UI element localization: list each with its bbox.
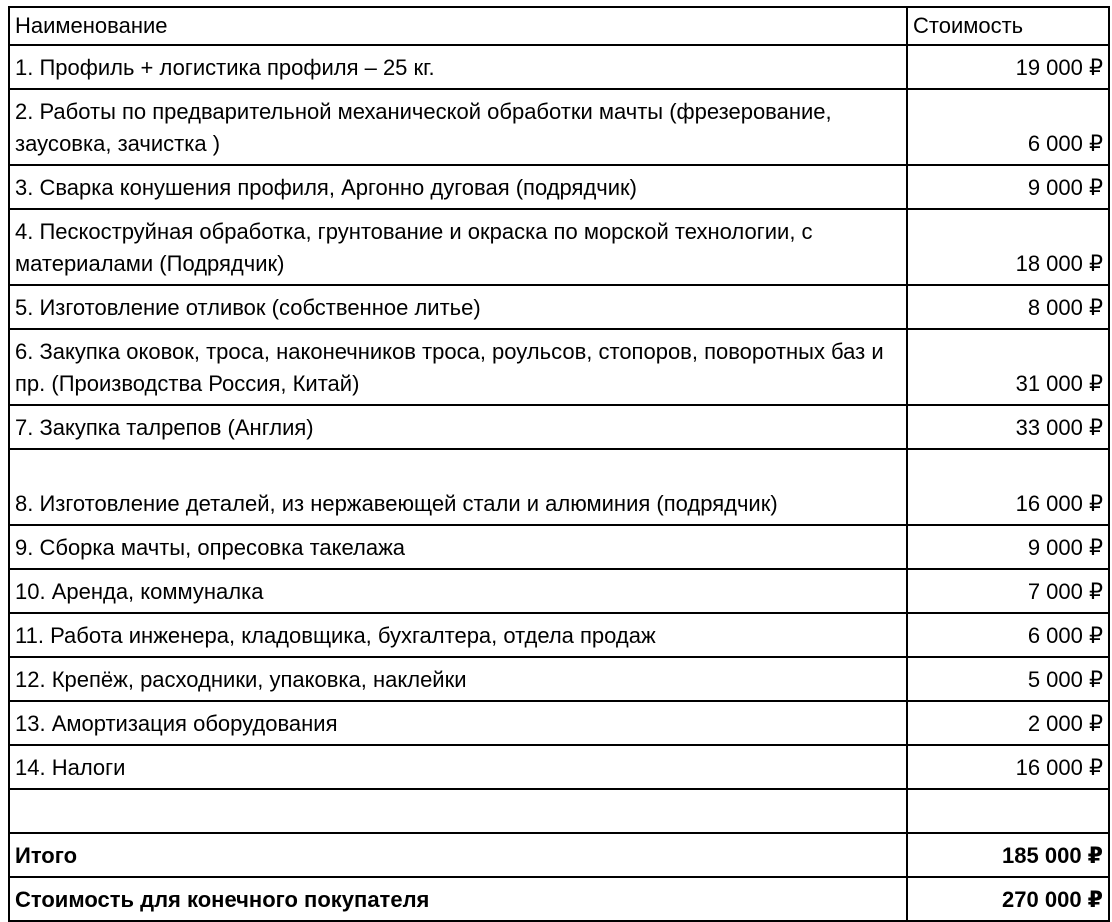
item-name-cell: 3. Сварка конушения профиля, Аргонно дуговая (подрядчик) [9, 165, 907, 209]
table-row [9, 657, 1109, 701]
table-row [9, 165, 1109, 209]
cost-table-body [9, 7, 1109, 921]
item-name-cell: 13. Амортизация оборудования [9, 701, 907, 745]
item-name-cell: 9. Сборка мачты, опресовка такелажа [9, 525, 907, 569]
item-cost-cell: 19 000 ₽ [907, 45, 1109, 89]
buyer-price-row [9, 877, 1109, 921]
table-row [9, 525, 1109, 569]
empty-row [9, 789, 1109, 833]
cost-table [8, 6, 1110, 922]
item-cost-cell: 16 000 ₽ [907, 745, 1109, 789]
item-name-cell: 14. Налоги [9, 745, 907, 789]
item-name-cell: 11. Работа инженера, кладовщика, бухгалтера, отдела продаж [9, 613, 907, 657]
item-cost-cell: 8 000 ₽ [907, 285, 1109, 329]
item-name-cell: 7. Закупка талрепов (Англия) [9, 405, 907, 449]
item-name-cell: 6. Закупка оковок, троса, наконечников троса, роульсов, стопоров, поворотных баз и пр. (Производства Россия, Китай) [9, 329, 907, 405]
item-name-cell: 10. Аренда, коммуналка [9, 569, 907, 613]
item-name-cell: 1. Профиль + логистика профиля – 25 кг. [9, 45, 907, 89]
empty-cost-cell [907, 789, 1109, 833]
item-name-cell: 4. Пескоструйная обработка, грунтование и окраска по морской технологии, с материалами (Подрядчик) [9, 209, 907, 285]
table-row [9, 701, 1109, 745]
item-cost-cell: 9 000 ₽ [907, 165, 1109, 209]
table-row [9, 613, 1109, 657]
item-cost-cell: 16 000 ₽ [907, 449, 1109, 525]
total-row [9, 833, 1109, 877]
table-row [9, 569, 1109, 613]
total-cost-cell: 185 000 ₽ [907, 833, 1109, 877]
table-row [9, 285, 1109, 329]
item-name-cell: 5. Изготовление отливок (собственное литье) [9, 285, 907, 329]
item-cost-cell: 31 000 ₽ [907, 329, 1109, 405]
empty-name-cell [9, 789, 907, 833]
total-name-cell: Итого [9, 833, 907, 877]
item-cost-cell: 2 000 ₽ [907, 701, 1109, 745]
table-row [9, 405, 1109, 449]
item-cost-cell: 33 000 ₽ [907, 405, 1109, 449]
item-cost-cell: 18 000 ₽ [907, 209, 1109, 285]
item-name-cell: 2. Работы по предварительной механической обработки мачты (фрезерование, заусовка, зачистка ) [9, 89, 907, 165]
table-row [9, 329, 1109, 405]
item-name-cell: 12. Крепёж, расходники, упаковка, наклейки [9, 657, 907, 701]
item-name-cell: 8. Изготовление деталей, из нержавеющей стали и алюминия (подрядчик) [9, 449, 907, 525]
item-cost-cell: 9 000 ₽ [907, 525, 1109, 569]
table-row [9, 449, 1109, 525]
table-header-row [9, 7, 1109, 45]
item-cost-cell: 5 000 ₽ [907, 657, 1109, 701]
item-cost-cell: 6 000 ₽ [907, 89, 1109, 165]
table-row [9, 209, 1109, 285]
item-cost-cell: 6 000 ₽ [907, 613, 1109, 657]
table-row [9, 89, 1109, 165]
header-cost-cell: Стоимость [907, 7, 1109, 45]
buyer-price-name-cell: Стоимость для конечного покупателя [9, 877, 907, 921]
buyer-price-cost-cell: 270 000 ₽ [907, 877, 1109, 921]
header-name-cell: Наименование [9, 7, 907, 45]
table-row [9, 745, 1109, 789]
table-row [9, 45, 1109, 89]
item-cost-cell: 7 000 ₽ [907, 569, 1109, 613]
